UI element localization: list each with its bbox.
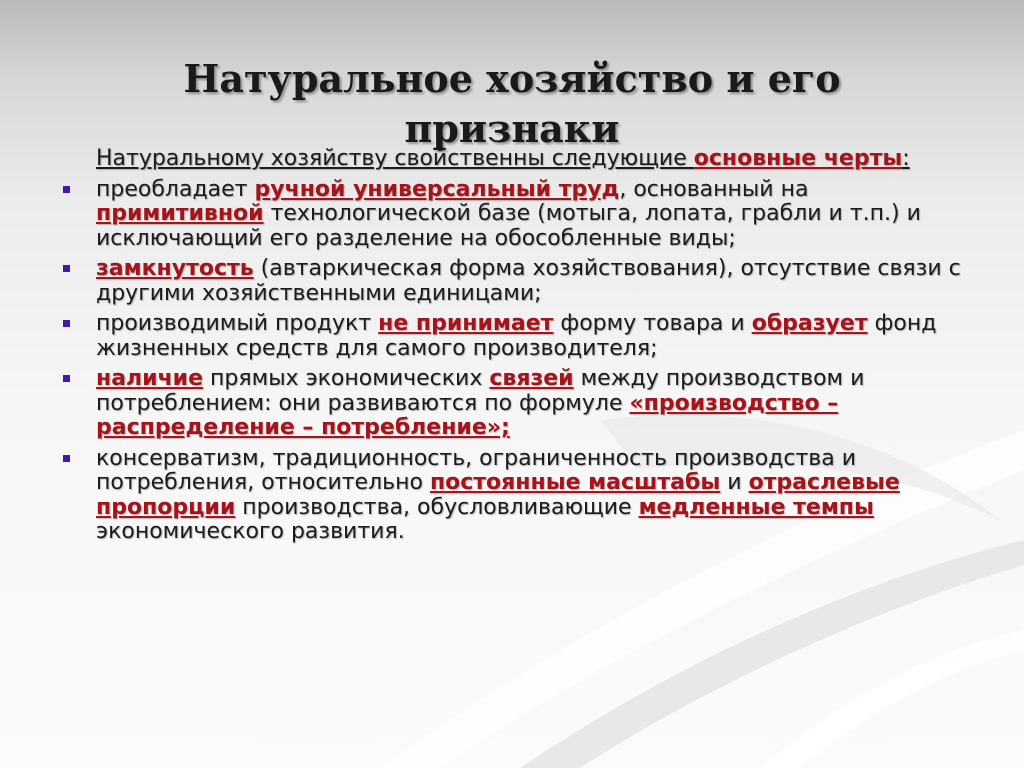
square-bullet-icon bbox=[63, 265, 70, 272]
bullet-item-5 bbox=[62, 447, 962, 545]
bullet-5-text-3: производства, обусловливающие bbox=[235, 494, 639, 520]
bullet-1-text-3: технологической базе (мотыга, лопата, грабли и т.п.) и исключающий его разделение на обособленные виды; bbox=[96, 201, 921, 251]
bullet-item-1 bbox=[62, 178, 962, 252]
intro-highlight: основные черты bbox=[693, 146, 903, 171]
bullet-3-text-1: производимый продукт bbox=[96, 311, 379, 336]
bullet-3-highlight-1: не принимает bbox=[378, 311, 554, 336]
slide-content bbox=[62, 147, 962, 551]
intro-text: Натуральному хозяйству свойственны следующие bbox=[96, 146, 694, 171]
bullet-item-3 bbox=[62, 312, 962, 361]
bullet-1-text-2: , основанный на bbox=[619, 176, 809, 202]
bullet-list bbox=[62, 178, 962, 545]
intro-line bbox=[96, 147, 962, 172]
bullet-4-text-1: прямых экономических bbox=[203, 366, 490, 391]
square-bullet-icon bbox=[63, 320, 70, 327]
intro-suffix: : bbox=[902, 146, 910, 171]
slide-title-line-1: Натуральное хозяйство и его bbox=[183, 56, 841, 101]
bullet-4-text-2: между производством и потреблением: они развиваются по формуле bbox=[96, 366, 865, 416]
slide-title bbox=[0, 54, 1024, 154]
slide-title-line-2: признаки bbox=[404, 106, 620, 151]
bullet-2-text-1: (автаркическая форма хозяйствования), отсутствие связи с другими хозяйственными единицами; bbox=[96, 256, 961, 306]
bullet-item-4 bbox=[62, 367, 962, 441]
bullet-3-highlight-2: образует bbox=[751, 311, 868, 336]
bullet-4-highlight-1: наличие bbox=[96, 366, 204, 391]
bullet-5-text-1: консерватизм, традиционность, ограниченность производства и потребления, относительно bbox=[96, 445, 857, 495]
square-bullet-icon bbox=[63, 455, 70, 462]
bullet-4-highlight-2: связей bbox=[489, 366, 574, 391]
bullet-2-highlight-1: замкнутость bbox=[96, 256, 254, 281]
square-bullet-icon bbox=[63, 186, 70, 193]
bullet-5-text-2: и bbox=[720, 470, 749, 495]
bullet-4-highlight-3: «производство – распределение – потребление»; bbox=[96, 390, 839, 440]
bullet-5-highlight-2: отраслевые пропорции bbox=[96, 470, 900, 520]
bullet-1-highlight-1: ручной универсальный труд bbox=[254, 176, 620, 202]
bullet-1-text-1: преобладает bbox=[96, 176, 255, 202]
bullet-3-text-3: фонд жизненных средств для самого производителя; bbox=[96, 311, 937, 361]
square-bullet-icon bbox=[63, 375, 70, 382]
bullet-5-text-4: экономического развития. bbox=[96, 519, 405, 544]
bullet-5-highlight-3: медленные темпы bbox=[638, 494, 874, 520]
bullet-1-highlight-2: примитивной bbox=[96, 201, 264, 226]
bullet-3-text-2: форму товара и bbox=[553, 311, 752, 336]
bullet-item-2 bbox=[62, 257, 962, 306]
bullet-5-highlight-1: постоянные масштабы bbox=[429, 470, 721, 495]
